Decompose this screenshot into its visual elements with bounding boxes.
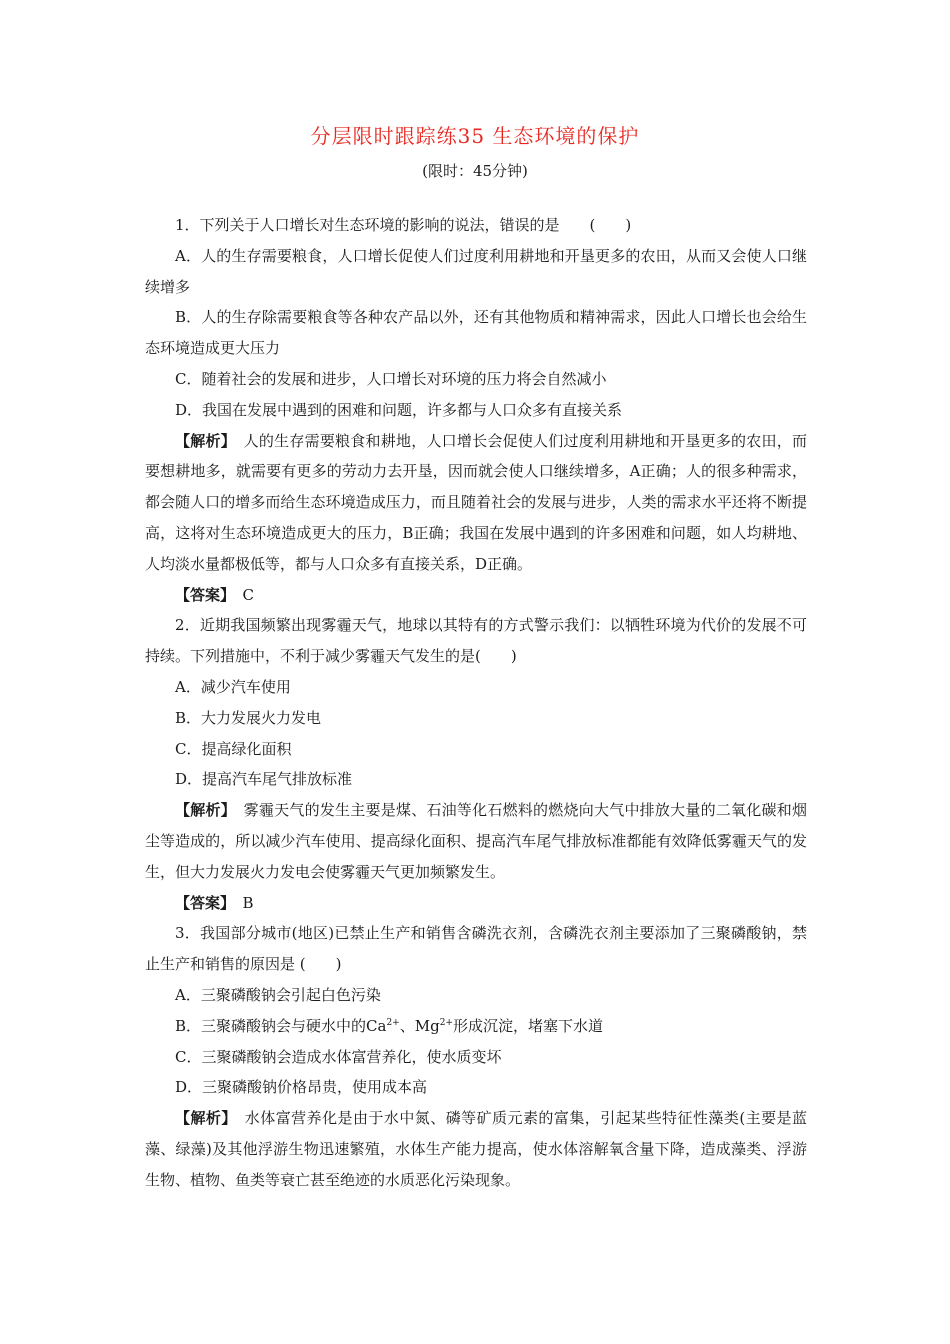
question-2-option-c: C．提高绿化面积 [175, 739, 292, 758]
answer-value: B [242, 893, 254, 912]
option-b-text: B．三聚磷酸钠会与硬水中的Ca [175, 1016, 387, 1035]
question-1-option-c: C．随着社会的发展和进步，人口增长对环境的压力将会自然减小 [175, 369, 607, 388]
analysis-text: 水体富营养化是由于水中氮、磷等矿质元素的富集，引起某些特征性藻类(主要是蓝藻、绿藻)及其他浮游生物迅速繁殖，水体生产能力提高，使水体溶解氧含量下降，造成藻类、浮游生物、植物、鱼类等衰亡甚至绝迹的水质恶化污染现象。 [145, 1109, 807, 1189]
question-3-stem: 3．我国部分城市(地区)已禁止生产和销售含磷洗衣剂，含磷洗衣剂主要添加了三聚磷酸钠，禁止生产和销售的原因是 ( ) [145, 924, 807, 974]
question-2-option-d: D．提高汽车尾气排放标准 [175, 770, 353, 789]
answer-label: 【答案】 [175, 893, 228, 912]
question-2-stem: 2．近期我国频繁出现雾霾天气，地球以其特有的方式警示我们：以牺牲环境为代价的发展不可持续。下列措施中，不利于减少雾霾天气发生的是( ) [145, 616, 807, 666]
time-limit: (限时：45分钟) [422, 162, 528, 180]
question-2-answer [145, 888, 807, 919]
document-body [145, 210, 807, 1196]
mg-charge: 2+ [439, 1017, 453, 1028]
question-3-option-c: C．三聚磷酸钠会造成水体富营养化，使水质变坏 [175, 1047, 502, 1066]
question-3-analysis [145, 1103, 807, 1195]
analysis-label: 【解析】 [175, 1109, 230, 1128]
question-2-option-b: B．大力发展火力发电 [175, 708, 322, 727]
analysis-label: 【解析】 [175, 431, 229, 450]
ca-charge: 2+ [386, 1017, 400, 1028]
option-b-text: 形成沉淀，堵塞下水道 [452, 1016, 603, 1035]
page-title: 分层限时跟踪练35 生态环境的保护 [310, 124, 640, 148]
question-1-stem: 1．下列关于人口增长对生态环境的影响的说法，错误的是 ( ) [175, 216, 632, 234]
question-3-option-d: D．三聚磷酸钠价格昂贵，使用成本高 [175, 1078, 428, 1097]
question-1-option-b: B．人的生存除需要粮食等各种农产品以外，还有其他物质和精神需求，因此人口增长也会给生态环境造成更大压力 [145, 308, 807, 358]
question-3-option-b [145, 1011, 807, 1042]
option-b-text: 、Mg [399, 1016, 440, 1035]
question-2-option-a: A．减少汽车使用 [175, 677, 291, 696]
question-2-analysis [145, 795, 807, 887]
question-3-option-a: A．三聚磷酸钠会引起白色污染 [175, 985, 381, 1004]
analysis-text: 雾霾天气的发生主要是煤、石油等化石燃料的燃烧向大气中排放大量的二氧化碳和烟尘等造成的，所以减少汽车使用、提高绿化面积、提高汽车尾气排放标准都能有效降低雾霾天气的发生，但大力发展火力发电会使雾霾天气更加频繁发生。 [145, 801, 807, 881]
question-1-option-a: A．人的生存需要粮食，人口增长促使人们过度利用耕地和开垦更多的农田，从而又会使人口继续增多 [145, 246, 807, 296]
question-1-answer [145, 580, 807, 611]
analysis-text: 人的生存需要粮食和耕地，人口增长会促使人们过度利用耕地和开垦更多的农田，而要想耕地多，就需要有更多的劳动力去开垦，因而就会使人口继续增多，A正确；人的很多种需求，都会随人口的增多而给生态环境造成压力，而且随着社会的发展与进步，人类的需求水平还将不断提高，这将对生态环境造成更大的压力，B正确；我国在发展中遇到的许多困难和问题，如人均耕地、人均淡水量都极低等，都与人口众多有直接关系，D正确。 [145, 431, 807, 573]
question-1-option-d: D．我国在发展中遇到的困难和问题，许多都与人口众多有直接关系 [175, 400, 623, 419]
question-1-analysis [145, 426, 807, 580]
analysis-label: 【解析】 [175, 801, 229, 820]
answer-value: C [242, 585, 255, 604]
answer-label: 【答案】 [175, 585, 228, 604]
